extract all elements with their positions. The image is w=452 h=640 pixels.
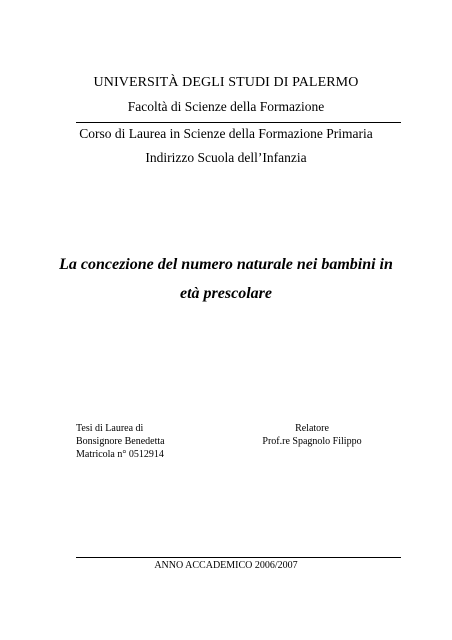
thesis-title-line-2: età prescolare [180,285,272,302]
university-name: UNIVERSITÀ DEGLI STUDI DI PALERMO [93,75,359,90]
supervisor-name: Prof.re Spagnolo Filippo [262,436,362,447]
candidate-matricola: Matricola n° 0512914 [76,449,164,460]
supervisor-label: Relatore [295,423,329,434]
candidate-name: Bonsignore Benedetta [76,436,165,447]
faculty-name: Facoltà di Scienze della Formazione [127,99,325,114]
branch-name: Indirizzo Scuola dell’Infanzia [145,150,307,165]
candidate-block [76,422,165,461]
thesis-title-line-1: La concezione del numero naturale nei bambini in [59,256,393,273]
candidate-label: Tesi di Laurea di [76,423,144,434]
supervisor-block [262,422,362,448]
top-divider [76,122,401,123]
course-name: Corso di Laurea in Scienze della Formazione Primaria [79,126,373,141]
academic-year: ANNO ACCADEMICO 2006/2007 [154,560,298,571]
bottom-divider [76,557,401,558]
